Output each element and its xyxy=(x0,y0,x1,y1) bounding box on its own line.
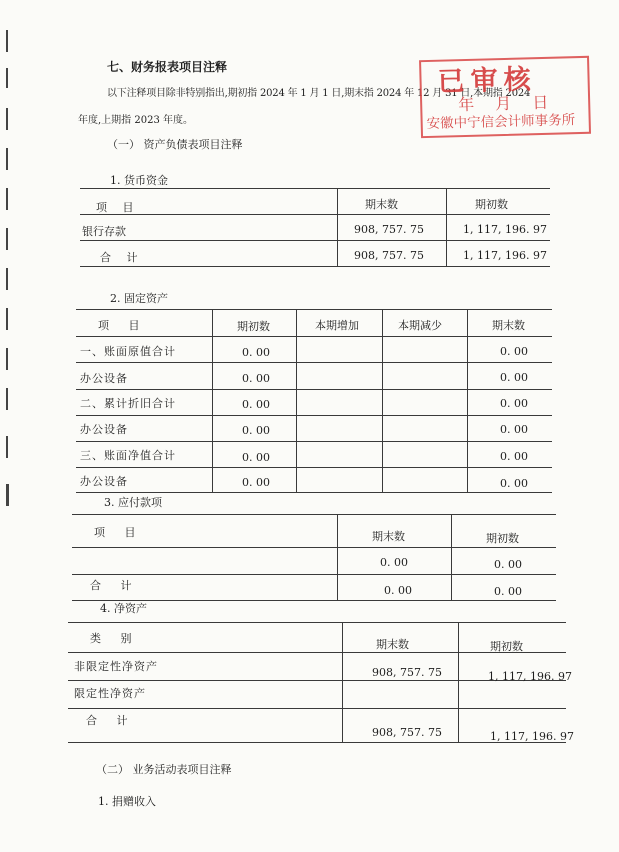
payable-title: 3. 应付款项 xyxy=(104,496,162,509)
table-cell: 0. 00 xyxy=(242,398,270,411)
netassets-header-begin: 期初数 xyxy=(490,640,523,653)
table-row-label: 合 计 xyxy=(86,714,136,727)
table-row-label: 合 计 xyxy=(90,579,140,592)
table-cell: 0. 00 xyxy=(380,556,408,569)
binding-mark xyxy=(6,68,8,88)
page-heading: 七、财务报表项目注释 xyxy=(107,60,228,74)
stamp-title: 已审核 xyxy=(437,64,537,98)
table-cell: 0. 00 xyxy=(242,372,270,385)
binding-mark xyxy=(6,348,8,370)
donation-title: 1. 捐赠收入 xyxy=(98,795,156,808)
stamp-date: 年 月 日 xyxy=(457,92,557,115)
binding-mark xyxy=(6,188,8,210)
table-row-label: 合 计 xyxy=(100,251,144,264)
table-cell: 0. 00 xyxy=(242,476,270,489)
binding-mark xyxy=(6,148,8,170)
table-row-label: 限定性净资产 xyxy=(74,687,146,700)
payable-header-end: 期末数 xyxy=(372,530,405,543)
binding-mark xyxy=(6,228,8,250)
cash-header-end: 期末数 xyxy=(365,198,398,211)
table-cell: 0. 00 xyxy=(494,585,522,598)
table-cell: 1, 117, 196. 97 xyxy=(490,730,574,743)
stamp-org: 安徽中宁信会计师事务所 xyxy=(426,112,576,133)
table-row-label: 一、账面原值合计 xyxy=(80,345,176,358)
intro-line-1: 以下注释项目除非特别指出,期初指 2024 年 1 月 1 日,期末指 2024 年 12 月 31 日,本期指 2024 xyxy=(107,88,531,99)
cash-header-item: 项 目 xyxy=(96,201,140,214)
table-row-label: 办公设备 xyxy=(80,423,128,436)
binding-mark xyxy=(6,484,9,506)
table-cell: 908, 757. 75 xyxy=(354,249,424,262)
fixed-header-inc: 本期增加 xyxy=(315,319,359,332)
netassets-header-item: 类 别 xyxy=(90,632,140,645)
table-row-label: 二、累计折旧合计 xyxy=(80,397,176,410)
table-row-label: 银行存款 xyxy=(82,225,126,238)
binding-mark xyxy=(6,30,8,52)
table-cell: 0. 00 xyxy=(242,424,270,437)
table-cell: 0. 00 xyxy=(500,371,528,384)
table-cell: 908, 757. 75 xyxy=(372,666,442,679)
table-cell: 1, 117, 196. 97 xyxy=(463,223,547,236)
table-cell: 0. 00 xyxy=(500,397,528,410)
fixed-title: 2. 固定资产 xyxy=(110,292,168,305)
binding-mark xyxy=(6,388,8,410)
table-row-label: 办公设备 xyxy=(80,475,128,488)
cash-title: 1. 货币资金 xyxy=(110,174,168,187)
payable-header-item: 项 目 xyxy=(94,526,144,539)
table-cell: 0. 00 xyxy=(500,450,528,463)
table-cell: 0. 00 xyxy=(242,346,270,359)
fixed-header-dec: 本期减少 xyxy=(398,319,442,332)
table-cell: 1, 117, 196. 97 xyxy=(463,249,547,262)
table-row-label: 三、账面净值合计 xyxy=(80,449,176,462)
section-title-balance: （一） 资产负债表项目注释 xyxy=(107,138,243,151)
table-cell: 0. 00 xyxy=(500,423,528,436)
cash-header-begin: 期初数 xyxy=(475,198,508,211)
binding-mark xyxy=(6,436,8,458)
table-row-label: 非限定性净资产 xyxy=(74,660,158,673)
section-title-activity: （二） 业务活动表项目注释 xyxy=(96,763,232,776)
table-cell: 0. 00 xyxy=(500,477,528,490)
table-cell: 1, 117, 196. 97 xyxy=(488,670,572,683)
fixed-header-end: 期末数 xyxy=(492,319,525,332)
binding-mark xyxy=(6,268,8,290)
binding-mark xyxy=(6,308,8,330)
table-row-label: 办公设备 xyxy=(80,372,128,385)
fixed-header-item: 项 目 xyxy=(98,319,148,332)
binding-mark xyxy=(6,108,8,130)
intro-line-2: 年度,上期指 2023 年度。 xyxy=(78,115,193,126)
payable-header-begin: 期初数 xyxy=(486,532,519,545)
table-cell: 0. 00 xyxy=(242,451,270,464)
netassets-title: 4. 净资产 xyxy=(100,602,147,615)
table-cell: 908, 757. 75 xyxy=(354,223,424,236)
audit-stamp xyxy=(419,56,589,136)
table-cell: 908, 757. 75 xyxy=(372,726,442,739)
table-cell: 0. 00 xyxy=(500,345,528,358)
netassets-header-end: 期末数 xyxy=(376,638,409,651)
table-cell: 0. 00 xyxy=(494,558,522,571)
table-cell: 0. 00 xyxy=(384,584,412,597)
fixed-header-begin: 期初数 xyxy=(237,320,270,333)
